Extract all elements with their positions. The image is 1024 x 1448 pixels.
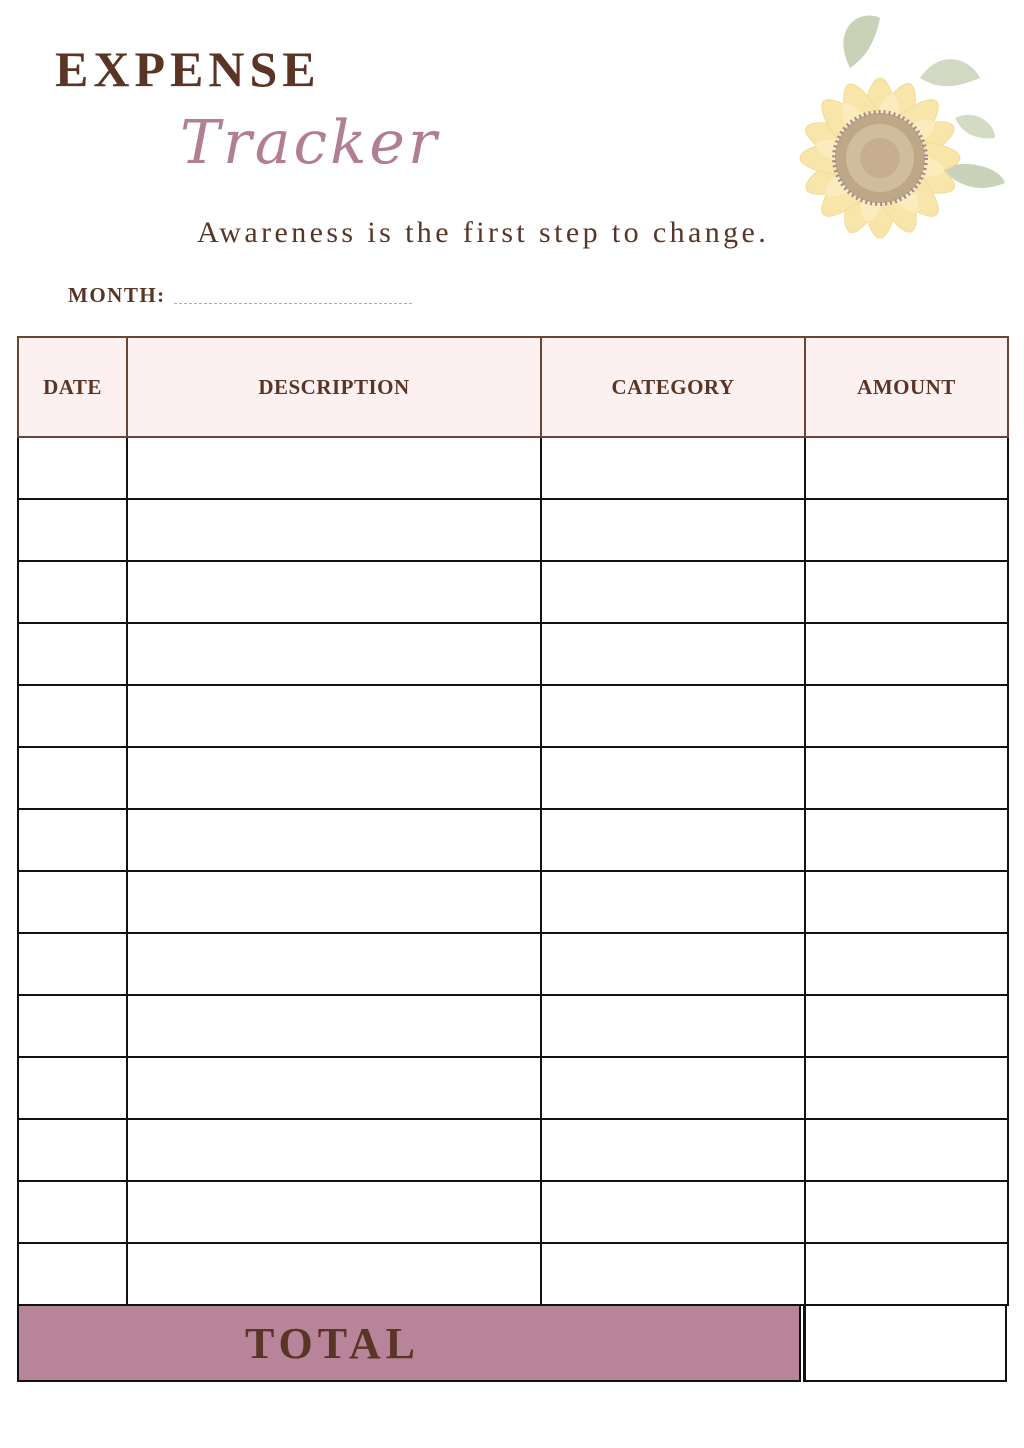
description-cell[interactable]	[127, 1243, 541, 1305]
category-cell[interactable]	[541, 623, 805, 685]
amount-cell[interactable]	[805, 1181, 1008, 1243]
month-input-line[interactable]	[174, 302, 412, 304]
amount-cell[interactable]	[805, 623, 1008, 685]
date-cell[interactable]	[18, 499, 127, 561]
table-row	[18, 561, 1008, 623]
amount-cell[interactable]	[805, 685, 1008, 747]
title-expense: EXPENSE	[55, 41, 321, 97]
description-cell[interactable]	[127, 499, 541, 561]
tagline: Awareness is the first step to change.	[197, 216, 770, 249]
amount-cell[interactable]	[805, 1057, 1008, 1119]
date-cell[interactable]	[18, 623, 127, 685]
amount-cell[interactable]	[805, 1119, 1008, 1181]
table-row	[18, 437, 1008, 499]
amount-cell[interactable]	[805, 437, 1008, 499]
amount-cell[interactable]	[805, 933, 1008, 995]
column-header-amount: AMOUNT	[805, 337, 1008, 437]
category-cell[interactable]	[541, 871, 805, 933]
date-cell[interactable]	[18, 809, 127, 871]
column-header-description: DESCRIPTION	[127, 337, 541, 437]
category-cell[interactable]	[541, 437, 805, 499]
table-row	[18, 933, 1008, 995]
category-cell[interactable]	[541, 1181, 805, 1243]
column-header-date: DATE	[18, 337, 127, 437]
table-row	[18, 1243, 1008, 1305]
date-cell[interactable]	[18, 1243, 127, 1305]
table-row	[18, 995, 1008, 1057]
category-cell[interactable]	[541, 747, 805, 809]
column-header-category: CATEGORY	[541, 337, 805, 437]
table-row	[18, 1057, 1008, 1119]
date-cell[interactable]	[18, 437, 127, 499]
table-row	[18, 685, 1008, 747]
category-cell[interactable]	[541, 1243, 805, 1305]
description-cell[interactable]	[127, 685, 541, 747]
category-cell[interactable]	[541, 561, 805, 623]
description-cell[interactable]	[127, 1119, 541, 1181]
table-row	[18, 623, 1008, 685]
description-cell[interactable]	[127, 995, 541, 1057]
total-label-box	[17, 1304, 801, 1382]
date-cell[interactable]	[18, 685, 127, 747]
expense-table	[17, 336, 1009, 1306]
description-cell[interactable]	[127, 437, 541, 499]
amount-cell[interactable]	[805, 747, 1008, 809]
table-row	[18, 1119, 1008, 1181]
amount-cell[interactable]	[805, 809, 1008, 871]
date-cell[interactable]	[18, 933, 127, 995]
date-cell[interactable]	[18, 1181, 127, 1243]
category-cell[interactable]	[541, 1057, 805, 1119]
category-cell[interactable]	[541, 933, 805, 995]
category-cell[interactable]	[541, 1119, 805, 1181]
table-row	[18, 499, 1008, 561]
date-cell[interactable]	[18, 1119, 127, 1181]
month-field	[68, 283, 412, 308]
sunflower-icon	[740, 8, 1020, 308]
date-cell[interactable]	[18, 747, 127, 809]
description-cell[interactable]	[127, 1181, 541, 1243]
description-cell[interactable]	[127, 747, 541, 809]
table-row	[18, 871, 1008, 933]
description-cell[interactable]	[127, 1057, 541, 1119]
description-cell[interactable]	[127, 871, 541, 933]
category-cell[interactable]	[541, 809, 805, 871]
description-cell[interactable]	[127, 809, 541, 871]
amount-cell[interactable]	[805, 871, 1008, 933]
description-cell[interactable]	[127, 561, 541, 623]
date-cell[interactable]	[18, 871, 127, 933]
title-tracker: Tracker	[180, 108, 440, 178]
amount-cell[interactable]	[805, 499, 1008, 561]
date-cell[interactable]	[18, 561, 127, 623]
date-cell[interactable]	[18, 1057, 127, 1119]
total-label: TOTAL	[245, 1318, 420, 1368]
description-cell[interactable]	[127, 623, 541, 685]
table-row	[18, 1181, 1008, 1243]
month-label: MONTH:	[68, 283, 166, 307]
amount-cell[interactable]	[805, 1243, 1008, 1305]
table-row	[18, 809, 1008, 871]
category-cell[interactable]	[541, 499, 805, 561]
amount-cell[interactable]	[805, 561, 1008, 623]
amount-cell[interactable]	[805, 995, 1008, 1057]
date-cell[interactable]	[18, 995, 127, 1057]
description-cell[interactable]	[127, 933, 541, 995]
table-header-row	[18, 337, 1008, 437]
table-row	[18, 747, 1008, 809]
category-cell[interactable]	[541, 685, 805, 747]
category-cell[interactable]	[541, 995, 805, 1057]
total-value-cell[interactable]	[803, 1304, 1007, 1382]
total-row	[17, 1304, 1007, 1382]
